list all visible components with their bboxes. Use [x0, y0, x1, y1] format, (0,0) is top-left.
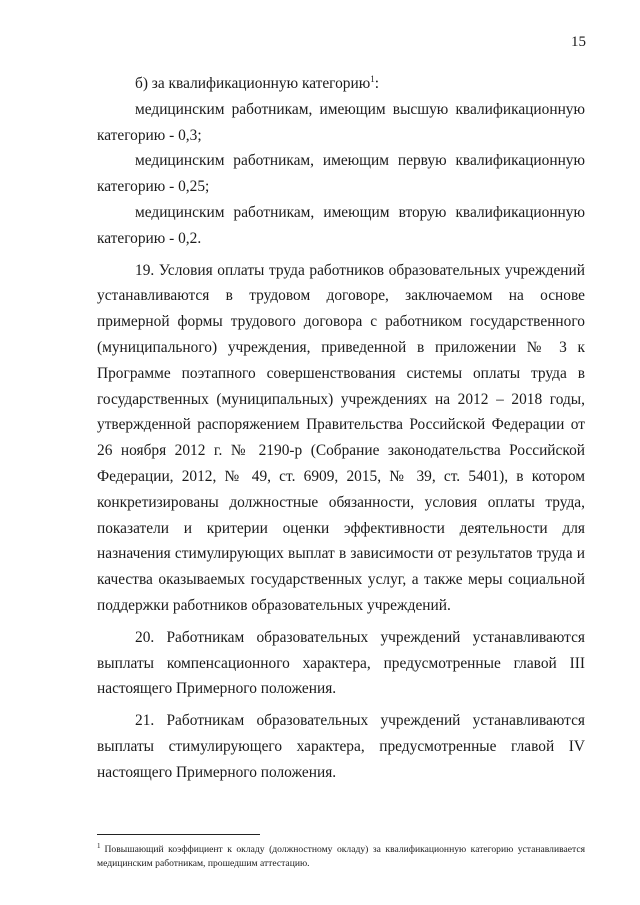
- footnote-text: Повышающий коэффициент к окладу (должностному окладу) за квалификационную категорию устанавливается медицинским работникам, прошедшим аттестацию.: [97, 844, 585, 869]
- document-body: [97, 71, 585, 786]
- footnote-mark: 1: [370, 73, 375, 84]
- qualification-item: [97, 200, 585, 252]
- qualification-item-text: медицинским работникам, имеющим высшую квалификационную: [135, 100, 585, 118]
- page-number: 15: [571, 34, 586, 50]
- paragraph-19: 19. Условия оплаты труда работников образовательных учреждений устанавливаются в трудовом договоре, заключаемом на основе примерной формы трудового договора с работником государственного (муниципального) учреждения, приведенной в приложении № 3 к Программе поэтапного совершенствования системы оплаты труда в государственных (муниципальных) учреждениях на 2012 – 2018 годы, утвержденной распоряжением Правительства Российской Федерации от 26 ноября 2012 г. № 2190-р (Собрание законодательства Российской Федерации, 2012, № 49, ст. 6909, 2015, № 39, ст. 5401), в котором конкретизированы должностные обязанности, условия оплаты труда, показатели и критерии оценки эффективности деятельности для назначения стимулирующих выплат в зависимости от результатов труда и качества оказываемых государственных услуг, а также меры социальной поддержки работников образовательных учреждений.: [97, 261, 585, 614]
- qualification-item: [97, 97, 585, 149]
- qualification-item-text: медицинским работникам, имеющим вторую квалификационную: [135, 203, 585, 221]
- paragraph-20: 20. Работникам образовательных учреждений устанавливаются выплаты компенсационного характера, предусмотренные главой III настоящего Примерного положения.: [97, 628, 585, 698]
- footnote-number: 1: [97, 841, 101, 850]
- qualification-heading: б) за квалификационную категорию$^1$:: [135, 73, 380, 92]
- qualification-item-value: категорию - 0,3;: [97, 126, 202, 144]
- footnote: [97, 843, 585, 871]
- footnote-divider: [97, 834, 260, 835]
- qualification-item-value: категорию - 0,2.: [97, 229, 202, 247]
- qualification-item-text: медицинским работникам, имеющим первую квалификационную: [135, 152, 585, 170]
- paragraph-21: 21. Работникам образовательных учреждений устанавливаются выплаты стимулирующего характера, предусмотренные главой IV настоящего Примерного положения.: [97, 712, 585, 781]
- qualification-item-value: категорию - 0,25;: [97, 178, 210, 196]
- qualification-item: [97, 148, 585, 200]
